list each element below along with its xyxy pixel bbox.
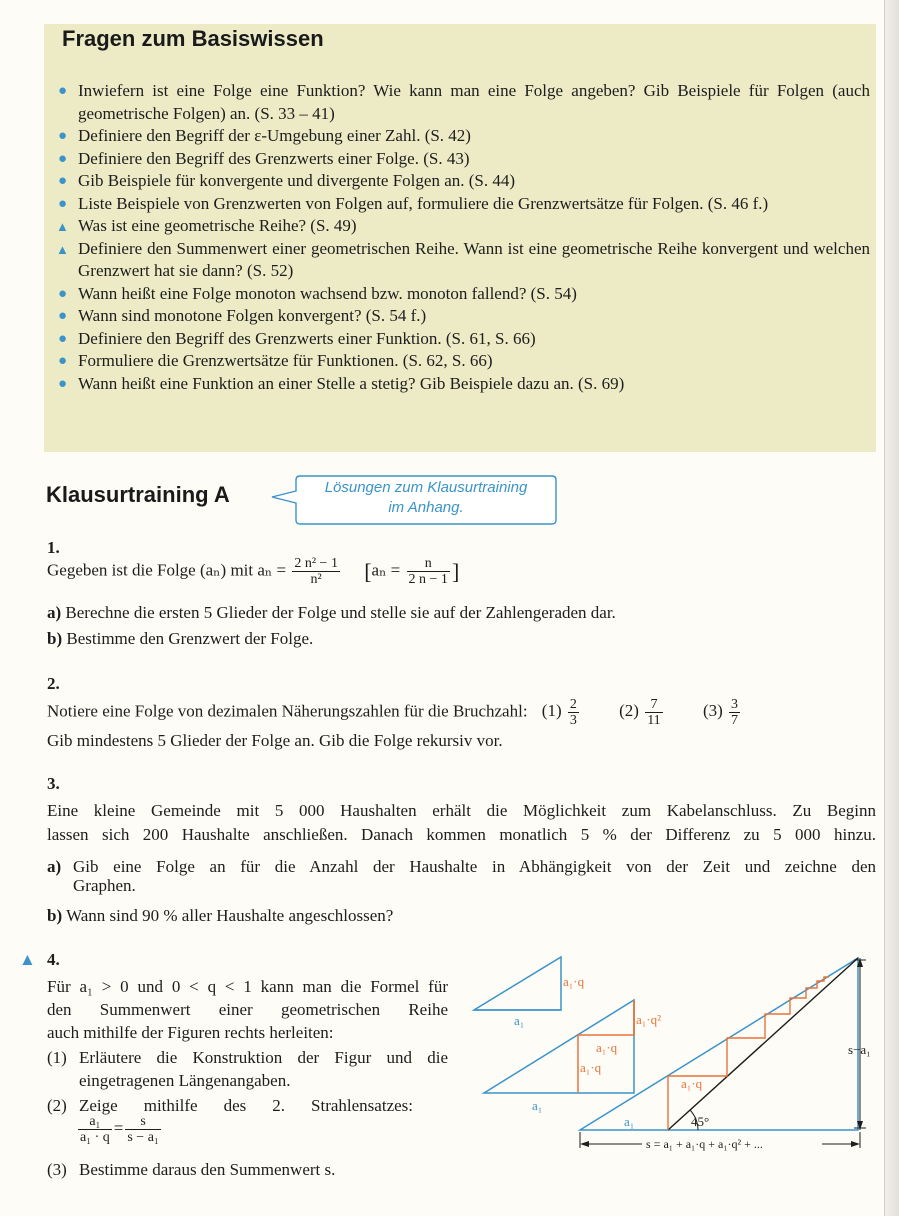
basiswissen-item-text: Definiere den Summenwert einer geometrischen Reihe. Wann ist eine geometrische Reihe konvergent und welchen Grenzwert hat sie dann? (S. 52) <box>78 238 870 280</box>
label-mid-a1q-2: a₁·q <box>580 1060 602 1075</box>
basiswissen-item <box>58 215 870 238</box>
basiswissen-item <box>58 148 870 171</box>
task2-intro-text: Notiere eine Folge von dezimalen Näherungszahlen für die Bruchzahl: <box>47 701 528 721</box>
task1-fraction <box>292 556 340 587</box>
task1-frac-den: n² <box>310 572 322 587</box>
task4-p1-line1: Erläutere die Konstruktion der Figur und die <box>79 1048 448 1067</box>
basiswissen-item-text: Definiere den Begriff des Grenzwerts einer Folge. (S. 43) <box>78 148 470 168</box>
basiswissen-item <box>58 125 870 148</box>
callout-text <box>296 478 556 518</box>
task1-frac-num: 2 n² − 1 <box>294 556 338 571</box>
task2-number: 2. <box>47 674 60 693</box>
basiswissen-item-text: Was ist eine geometrische Reihe? (S. 49) <box>78 216 357 235</box>
basiswissen-item <box>58 373 870 396</box>
bullet-marker-icon: ● <box>58 285 68 302</box>
diagonal-45 <box>668 958 858 1130</box>
bullet-marker-icon: ● <box>58 375 68 392</box>
task3-a-label-text: a) <box>47 857 62 876</box>
task2-opt1-label: (1) <box>541 701 562 721</box>
bullet-marker-icon: ● <box>58 308 68 324</box>
basiswissen-item <box>58 193 870 216</box>
task2-opt1-num: 2 <box>569 697 577 712</box>
basiswissen-item-text: Wann heißt eine Folge monoton wachsend bzw. monoton fallend? (S. 54) <box>78 283 577 303</box>
task2-opt2-num: 7 <box>645 697 662 713</box>
eq-left-den: a₁ · q <box>80 1130 110 1145</box>
task2-line2: Gib mindestens 5 Glieder der Folge an. Gib die Folge rekursiv vor. <box>47 731 503 750</box>
geometric-series-figure <box>468 950 888 1160</box>
basiswissen-item-text: Liste Beispiele von Grenzwerten von Folgen auf, formuliere die Grenzwertsätze für Folgen. (S. 46 f.) <box>78 193 769 213</box>
task1-a-label: a) <box>47 603 62 622</box>
task1-b <box>47 627 313 650</box>
top-triangle <box>474 957 561 1010</box>
task4-p1-line2: eingetragenen Längenangaben. <box>79 1071 291 1090</box>
label-s-sum: s = a₁ + a₁·q + a₁·q² + ... <box>646 1137 763 1151</box>
task1-intro <box>47 556 459 587</box>
task1-alt-fraction <box>407 556 450 587</box>
task4-p1-label: (1) <box>47 1048 67 1067</box>
label-big-a1q: a₁·q <box>681 1076 703 1091</box>
task2-intro <box>47 697 867 728</box>
task4-line3: auch mithilfe der Figuren rechts herleiten: <box>47 1023 334 1042</box>
task2-opt3-den: 7 <box>731 713 739 728</box>
task3-b <box>47 904 393 927</box>
task3-b-label: b) <box>47 906 63 925</box>
label-angle: 45° <box>691 1114 710 1129</box>
basiswissen-item <box>58 283 870 306</box>
bullet-marker-icon: ● <box>58 128 68 144</box>
task1-b-label: b) <box>47 629 63 648</box>
task4-p2-text: Zeige mithilfe des 2. Strahlensatzes: <box>79 1096 413 1115</box>
basiswissen-item <box>58 238 870 283</box>
triangle-marker-icon: ▲ <box>56 241 69 257</box>
basiswissen-list <box>58 80 870 395</box>
label-big-a1: a₁ <box>624 1114 635 1129</box>
task3-line2: lassen sich 200 Haushalte anschließen. Danach kommen monatlich 5 % der Differenz zu 5 000 hinzu. <box>47 825 876 844</box>
task4-line1: Für a₁ > 0 und 0 < q < 1 kann man die Formel für <box>47 977 448 996</box>
label-mid-a1q-1: a₁·q <box>596 1040 618 1055</box>
task2-opt1-frac <box>568 697 579 728</box>
task4-p2-label: (2) <box>47 1096 67 1115</box>
basiswissen-item <box>58 80 870 125</box>
bullet-marker-icon: ● <box>58 330 68 347</box>
triangle-marker-icon: ▲ <box>56 219 69 234</box>
bracket-open: [ <box>364 559 372 584</box>
bullet-marker-icon: ● <box>58 173 68 189</box>
basiswissen-item <box>58 170 870 193</box>
task4-triangle-marker: ▲ <box>19 950 36 969</box>
task1-alt-num: n <box>407 556 450 572</box>
callout-line-1: Lösungen zum Klausurtraining <box>324 479 528 496</box>
eq-right-frac <box>125 1114 160 1145</box>
task2-opt3-frac <box>729 697 740 728</box>
basiswissen-item <box>58 305 870 328</box>
basiswissen-title: Fragen zum Basiswissen <box>62 26 324 51</box>
eq-right-num: s <box>125 1114 160 1130</box>
basiswissen-item-text: Gib Beispiele für konvergente und divergente Folgen an. (S. 44) <box>78 171 516 190</box>
label-a1q2: a₁·q² <box>636 1012 662 1027</box>
bracket-close: ] <box>451 559 460 584</box>
task1-intro-text: Gegeben ist die Folge (aₙ) mit aₙ = <box>47 560 287 580</box>
task1-a-text: Berechne die ersten 5 Glieder der Folge und stelle sie auf der Zahlengeraden dar. <box>65 603 616 622</box>
basiswissen-item-text: Formuliere die Grenzwertsätze für Funktionen. (S. 62, S. 66) <box>78 351 493 370</box>
task1-alt-prefix: aₙ = <box>371 560 401 580</box>
task1-a <box>47 601 616 624</box>
eq-right-den: s − a₁ <box>127 1130 159 1145</box>
callout-line-2: im Anhang. <box>388 499 464 516</box>
task4-line2: den Summenwert einer geometrischen Reihe <box>47 1000 448 1019</box>
task3-a-line2: Graphen. <box>73 876 136 895</box>
task2-opt1-den: 3 <box>569 713 577 728</box>
task2-opt3-label: (3) <box>702 701 723 721</box>
basiswissen-item-text: Wann sind monotone Folgen konvergent? (S. 54 f.) <box>78 306 427 325</box>
task4-equation <box>76 1114 163 1145</box>
eq-left-frac <box>78 1114 112 1145</box>
task3-a-label <box>47 855 61 878</box>
task4-number: 4. <box>47 950 60 969</box>
task2-opt2-frac <box>645 697 662 728</box>
basiswissen-item <box>58 350 870 373</box>
task2-opt3-num: 3 <box>731 697 739 712</box>
task1-alt-den: 2 n − 1 <box>408 572 448 587</box>
label-s-minus-a1: s−a₁ <box>848 1042 871 1057</box>
task3-line1: Eine kleine Gemeinde mit 5 000 Haushalten erhält die Möglichkeit zum Kabelanschluss. Zu Beginn <box>47 801 876 820</box>
basiswissen-item-text: Inwiefern ist eine Folge eine Funktion? Wie kann man eine Folge angeben? Gib Beispiele für Folgen (auch geometrische Folgen) an. (S. 33 – 41) <box>78 81 870 123</box>
task4-p3-text: Bestimme daraus den Summenwert s. <box>79 1160 336 1179</box>
bullet-marker-icon: ● <box>58 195 68 212</box>
bullet-marker-icon: ● <box>58 353 68 369</box>
label-mid-a1: a₁ <box>532 1098 543 1113</box>
task2-opt2-label: (2) <box>619 701 639 721</box>
task1-number: 1. <box>47 538 60 557</box>
basiswissen-item-text: Definiere den Begriff des Grenzwerts einer Funktion. (S. 61, S. 66) <box>78 328 536 348</box>
basiswissen-box <box>44 24 876 452</box>
basiswissen-item-text: Definiere den Begriff der ε-Umgebung einer Zahl. (S. 42) <box>78 126 471 145</box>
task3-number: 3. <box>47 774 60 793</box>
label-top-a1: a₁ <box>514 1013 525 1028</box>
task1-b-text: Bestimme den Grenzwert der Folge. <box>66 629 314 648</box>
klausurtraining-title: Klausurtraining A <box>46 482 230 507</box>
task3-a-line1: Gib eine Folge an für die Anzahl der Haushalte in Abhängigkeit von der Zeit und zeichne den <box>73 857 876 876</box>
bullet-marker-icon: ● <box>58 83 68 99</box>
bullet-marker-icon: ● <box>58 150 68 167</box>
basiswissen-item <box>58 328 870 351</box>
eq-left-num: a₁ <box>78 1114 112 1130</box>
task4-p3-label: (3) <box>47 1160 67 1179</box>
basiswissen-item-text: Wann heißt eine Funktion an einer Stelle a stetig? Gib Beispiele dazu an. (S. 69) <box>78 373 625 393</box>
task3-b-text: Wann sind 90 % aller Haushalte angeschlossen? <box>66 906 394 925</box>
task2-opt2-den: 11 <box>647 713 661 728</box>
solutions-callout <box>270 474 560 526</box>
eq-sign: = <box>113 1118 124 1138</box>
label-top-a1q: a₁·q <box>563 974 585 989</box>
